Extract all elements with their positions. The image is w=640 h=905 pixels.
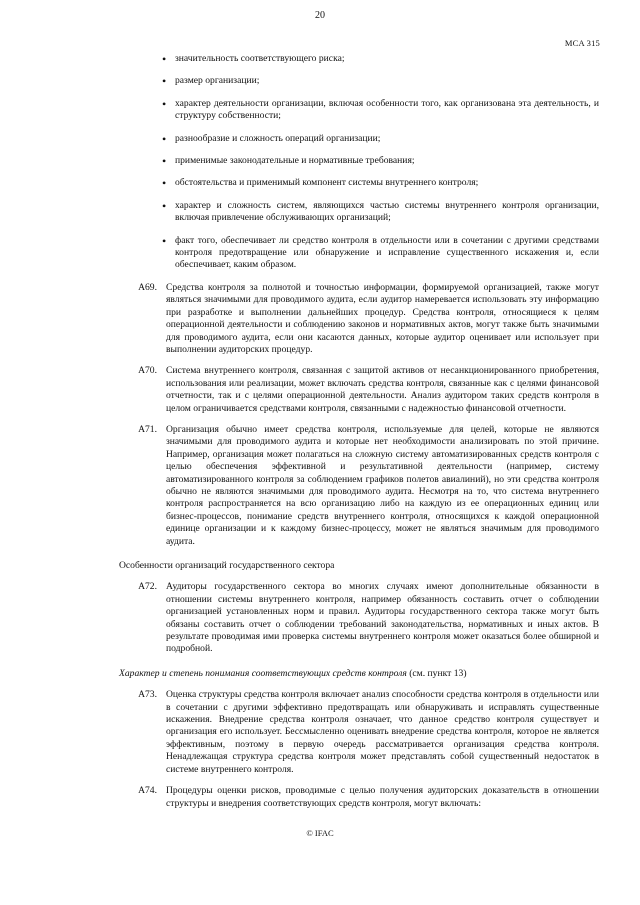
paragraph-text: Аудиторы государственного сектора во многих случаях имеют дополнительные обязанности в отношении системы внутреннего контроля, например обязанность составить отчет о соблюдении организацией установленных норм и правил. Аудиторы государственного сектора также могут быть обязаны составить отчет о соблюдении требований законодательства, нормативных и иных актов. В результате проводимая ими проверка системы внутреннего контроля может оказаться более обширной и подробной. <box>166 581 599 655</box>
paragraph-number: A72. <box>138 581 157 593</box>
paragraph-number: A73. <box>138 689 157 701</box>
section-heading: Особенности организаций государственного сектора <box>119 560 335 571</box>
list-item: • характер деятельности организации, включая особенности того, как организована эта деятельность, и структуру собственности; <box>119 98 599 123</box>
copyright-footer: © IFAC <box>306 828 334 838</box>
paragraph-a70 <box>119 365 599 415</box>
paragraph-text: Организация обычно имеет средства контроля, используемые для целей, которые не являются значимыми для проводимого аудита и которые нет необходимости анализировать по этой причине. Например, организация может полагаться на сложную систему автоматизированных средств контроля с целью обеспечения эффективной и результативной деятельности (например, систему автоматизированного контроля за соблюдением графиков полетов авиалиний), но эти средства контроля обычно не являются значимыми для проводимого аудита. Несмотря на то, что система внутреннего контроля распространяется на всю организацию либо на каждую из ее операционных единиц или бизнес-процессов, понимание средств внутреннего контроля, относящихся к каждой операционной единице организации и к каждому бизнес-процессу, может не являться значимым для проводимого аудита. <box>166 423 599 547</box>
bullet-list <box>119 53 599 272</box>
paragraph-a73 <box>119 689 599 776</box>
paragraph-text: Система внутреннего контроля, связанная с защитой активов от несанкционированного приобретения, использования или реализации, может включать средства контроля, связанные как с целями финансовой отчетности, так и с целями операционной деятельности. Анализ аудитором таких средств контроля в целом ограничивается средствами контроля, связанными с надежностью финансовой отчетности. <box>166 365 599 414</box>
page-body <box>119 53 599 810</box>
page-number: 20 <box>315 10 325 21</box>
paragraph-number: A74. <box>138 785 157 797</box>
paragraph-number: A70. <box>138 365 157 377</box>
paragraph-a74 <box>119 785 599 810</box>
paragraph-number: A71. <box>138 423 157 435</box>
list-item: • размер организации; <box>119 75 599 87</box>
list-item: • факт того, обеспечивает ли средство контроля в отдельности или в сочетании с другими средствами контроля предотвращение или обнаружение и исправление существенного искажения и, если обеспечивает, каким образом. <box>119 235 599 272</box>
paragraph-a71 <box>119 424 599 548</box>
list-item: • значительность соответствующего риска; <box>119 53 599 65</box>
list-item: • разнообразие и сложность операций организации; <box>119 133 599 145</box>
paragraph-number: A69. <box>138 281 157 293</box>
list-item: • применимые законодательные и нормативные требования; <box>119 155 599 167</box>
paragraph-text: Средства контроля за полнотой и точностью информации, формируемой организацией, также могут являться значимыми для проводимого аудита, если аудитор намеревается использовать эту информацию при разработке и выполнении дальнейших процедур. Средства контроля, относящиеся к целям операционной деятельности и соблюдению законов и нормативных актов, могут также быть значимыми для проводимого аудита, если они касаются данных, которые аудитор оценивает или использует при выполнении аудиторских процедур. <box>166 281 599 355</box>
paragraph-text: Процедуры оценки рисков, проводимые с целью получения аудиторских доказательств в отношении структуры и внедрения соответствующих средств контроля, могут включать: <box>166 785 599 809</box>
list-item: • обстоятельства и применимый компонент системы внутреннего контроля; <box>119 177 599 189</box>
list-item: • характер и сложность систем, являющихся частью системы внутреннего контроля организации, включая привлечение обслуживающих организаций; <box>119 200 599 225</box>
document-code: MCA 315 <box>564 38 600 48</box>
subheading <box>119 668 599 680</box>
paragraph-a69 <box>119 282 599 356</box>
subheading-reference: (см. пункт 13) <box>406 667 467 679</box>
paragraph-a72 <box>119 581 599 655</box>
subheading-title: Характер и степень понимания соответствующих средств контроля <box>119 667 407 679</box>
paragraph-text: Оценка структуры средства контроля включает анализ способности средства контроля в отдельности или в сочетании с другими эффективно предотвращать или обнаруживать и исправлять существенные искажения. Внедрение средства контроля означает, что данное средство контроля существует и организация его использует. Бессмысленно оценивать внедрение средства контроля, которое не является эффективным, поэтому в первую очередь рассматривается организация средства контроля. Ненадлежащая структура средства контроля может представлять собой существенный недостаток в системе внутреннего контроля. <box>166 689 599 775</box>
